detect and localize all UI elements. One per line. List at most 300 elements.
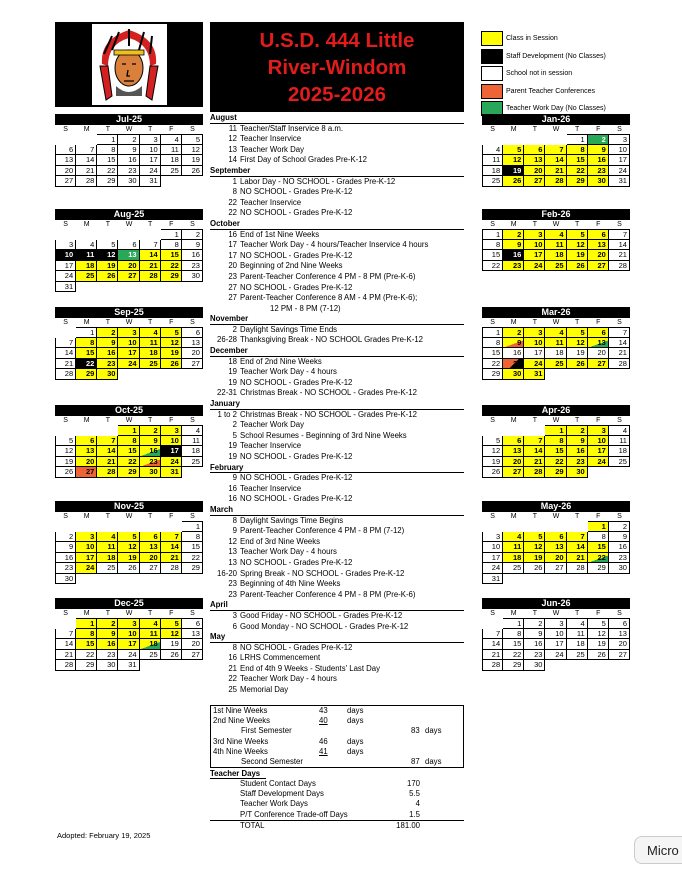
event-day: 19	[228, 367, 237, 377]
day-cell: 1	[182, 521, 203, 532]
event-row	[210, 590, 464, 601]
day-cell: 27	[118, 271, 139, 282]
day-cell: 23	[118, 166, 139, 177]
day-cell: 19	[503, 166, 524, 177]
day-cell: 31	[118, 660, 139, 671]
day-cell: 20	[609, 639, 630, 650]
day-cell: 19	[524, 553, 545, 564]
day-cell: 5	[161, 327, 182, 338]
sem2-label: Second Semester	[241, 757, 303, 766]
day-cell: 9	[524, 629, 545, 640]
weekday-label: S	[63, 417, 68, 424]
day-cell: 31	[161, 467, 182, 478]
empty-cell	[524, 425, 545, 436]
event-text: Teacher Inservice	[240, 483, 302, 493]
day-cell: 13	[524, 155, 545, 166]
day-cell: 8	[118, 436, 139, 447]
weekday-label: T	[574, 417, 580, 424]
day-cell: 1	[161, 229, 182, 240]
calendar-grid	[482, 521, 630, 584]
day-cell: 6	[588, 327, 609, 338]
weekday-label: S	[63, 221, 68, 228]
event-month-header: October	[210, 219, 464, 230]
day-cell: 16	[588, 155, 609, 166]
day-cell: 26	[118, 563, 139, 574]
event-row	[210, 643, 464, 654]
day-cell: 15	[503, 639, 524, 650]
day-cell: 22	[503, 650, 524, 661]
day-cell: 21	[97, 457, 118, 468]
event-text: End of 3rd Nine Weeks	[240, 536, 321, 546]
day-cell: 4	[140, 327, 161, 338]
calendar-month-header: Dec-25	[55, 598, 203, 609]
day-cell: 16	[97, 348, 118, 359]
day-cell: 22	[545, 457, 566, 468]
day-cell: 27	[76, 467, 97, 478]
day-cell: 10	[545, 629, 566, 640]
day-cell: 17	[482, 553, 503, 564]
weekday-label: T	[532, 513, 537, 520]
day-cell: 8	[482, 338, 503, 349]
event-day: 20	[228, 261, 237, 271]
day-cell: 3	[76, 532, 97, 543]
event-text: Memorial Day	[240, 685, 289, 695]
day-cell: 19	[588, 639, 609, 650]
teacher-days-title: Teacher Days	[210, 769, 266, 779]
event-text: End of 1st Nine Weeks	[240, 229, 320, 239]
day-cell: 17	[524, 250, 545, 261]
day-cell: 20	[588, 250, 609, 261]
q1-days: 43	[319, 706, 328, 715]
day-cell: 14	[567, 542, 588, 553]
day-cell: 7	[609, 327, 630, 338]
weekday-label: T	[105, 417, 110, 424]
day-cell: 15	[97, 155, 118, 166]
event-row	[210, 420, 464, 431]
title-line-1: U.S.D. 444 Little	[259, 28, 415, 52]
event-row	[210, 622, 464, 633]
day-cell: 19	[97, 261, 118, 272]
event-day: 25	[228, 685, 237, 695]
day-cell: 13	[182, 629, 203, 640]
event-row	[210, 378, 464, 389]
empty-cell	[97, 521, 118, 532]
day-cell: 11	[140, 629, 161, 640]
day-cell: 19	[567, 348, 588, 359]
day-cell: 25	[182, 457, 203, 468]
day-cell: 29	[118, 467, 139, 478]
day-cell: 29	[97, 176, 118, 187]
day-cell: 3	[609, 134, 630, 145]
weekday-label: S	[190, 319, 195, 326]
event-day: 17	[228, 240, 237, 250]
weekday-label: W	[552, 513, 560, 520]
day-cell: 27	[524, 176, 545, 187]
event-day: 23	[228, 579, 237, 589]
day-cell: 10	[524, 240, 545, 251]
event-text: Christmas Break - NO SCHOOL - Grades Pre-K-12	[240, 388, 417, 398]
day-cell: 18	[482, 166, 503, 177]
calendar-grid	[55, 327, 203, 380]
event-day: 13	[228, 547, 237, 557]
empty-cell	[545, 521, 566, 532]
weekday-label: T	[147, 319, 153, 326]
day-cell: 29	[182, 563, 203, 574]
day-cell: 7	[609, 229, 630, 240]
event-text: Good Monday - NO SCHOOL - Grades Pre-K-12	[240, 621, 409, 631]
day-cell: 10	[140, 145, 161, 156]
event-row	[210, 674, 464, 685]
event-day: 9	[232, 473, 237, 483]
event-row	[210, 335, 464, 346]
teacher-days-value: 181.00	[396, 820, 420, 830]
event-row	[210, 272, 464, 283]
weekday-label: F	[169, 513, 174, 520]
day-cell: 19	[567, 250, 588, 261]
day-cell: 20	[545, 553, 566, 564]
empty-cell	[140, 521, 161, 532]
calendar-grid	[482, 327, 630, 380]
day-cell: 25	[545, 359, 566, 370]
day-cell: 8	[482, 240, 503, 251]
weekday-label: T	[532, 610, 537, 617]
day-cell: 29	[588, 563, 609, 574]
day-cell: 24	[524, 359, 545, 370]
day-cell: 20	[140, 553, 161, 564]
day-cell: 7	[55, 629, 76, 640]
day-cell: 29	[503, 660, 524, 671]
q1-label: 1st Nine Weeks	[213, 706, 268, 715]
sem1-unit: days	[425, 726, 442, 735]
day-cell: 1	[503, 618, 524, 629]
day-cell: 7	[55, 338, 76, 349]
legend-item	[481, 83, 641, 100]
event-text: Parent-Teacher Conference 8 AM - 4 PM (Pre-K-6);	[240, 293, 418, 303]
day-cell: 28	[609, 359, 630, 370]
calendar-month-header: Feb-26	[482, 209, 630, 220]
day-cell: 20	[503, 457, 524, 468]
day-cell: 24	[588, 457, 609, 468]
day-cell: 24	[76, 563, 97, 574]
day-cell: 4	[609, 425, 630, 436]
day-cell: 15	[76, 348, 97, 359]
sem1-days: 83	[411, 726, 420, 735]
weekday-label: F	[596, 513, 601, 520]
weekday-label: W	[552, 319, 560, 326]
event-row	[210, 558, 464, 569]
calendar-oct-25	[55, 405, 203, 478]
day-cell: 21	[55, 650, 76, 661]
micro-popup-button[interactable]: Micro	[634, 836, 682, 864]
day-cell: 23	[588, 166, 609, 177]
day-cell: 7	[545, 145, 566, 156]
event-day	[210, 304, 237, 315]
day-cell: 2	[567, 425, 588, 436]
day-cell: 15	[588, 542, 609, 553]
empty-cell	[55, 229, 76, 240]
q3-days: 46	[319, 737, 328, 746]
event-text: First Day of School Grades Pre-K-12	[240, 155, 367, 165]
day-cell: 14	[545, 155, 566, 166]
empty-cell	[503, 134, 524, 145]
weekday-header	[55, 125, 203, 134]
day-cell: 24	[118, 650, 139, 661]
day-cell: 22	[161, 261, 182, 272]
day-cell: 18	[161, 155, 182, 166]
legend-label: Teacher Work Day (No Classes)	[506, 105, 606, 112]
day-cell: 5	[524, 532, 545, 543]
weekday-label: T	[105, 319, 110, 326]
teacher-days-row	[210, 810, 464, 820]
empty-cell	[97, 425, 118, 436]
calendar-month-header: Sep-25	[55, 307, 203, 318]
teacher-days-label: Staff Development Days	[240, 789, 324, 799]
empty-cell	[524, 521, 545, 532]
teacher-days-value: 5.5	[409, 789, 420, 799]
day-cell: 24	[524, 261, 545, 272]
day-cell: 22	[76, 359, 97, 370]
day-cell: 27	[140, 563, 161, 574]
day-cell: 1	[545, 425, 566, 436]
day-cell: 21	[567, 553, 588, 564]
calendar-month-header: Jan-26	[482, 114, 630, 125]
day-cell: 2	[97, 618, 118, 629]
event-row	[210, 452, 464, 463]
event-row	[210, 230, 464, 241]
event-day: 5	[232, 430, 237, 440]
day-cell: 15	[545, 446, 566, 457]
day-cell: 21	[524, 457, 545, 468]
day-cell: 28	[524, 467, 545, 478]
event-row	[210, 410, 464, 421]
event-month-header: April	[210, 600, 464, 611]
day-cell: 13	[545, 542, 566, 553]
day-cell: 30	[140, 467, 161, 478]
day-cell: 13	[140, 542, 161, 553]
weekday-header	[482, 416, 630, 425]
day-cell: 7	[76, 145, 97, 156]
calendar-grid	[482, 134, 630, 187]
event-text: NO SCHOOL - Grades Pre-K-12	[240, 187, 353, 197]
weekday-header	[482, 220, 630, 229]
day-cell: 23	[97, 359, 118, 370]
day-cell: 10	[524, 338, 545, 349]
day-cell: 17	[588, 446, 609, 457]
day-cell: 5	[588, 618, 609, 629]
event-row	[210, 494, 464, 505]
empty-cell	[118, 229, 139, 240]
event-day: 16	[228, 483, 237, 493]
weekday-label: F	[169, 610, 174, 617]
day-cell: 22	[588, 553, 609, 564]
day-cell: 6	[182, 618, 203, 629]
weekday-label: T	[574, 126, 580, 133]
day-cell: 6	[140, 532, 161, 543]
day-cell: 11	[545, 240, 566, 251]
day-cell: 15	[482, 348, 503, 359]
event-row	[210, 388, 464, 399]
day-cell: 26	[55, 467, 76, 478]
weekday-label: M	[510, 610, 517, 617]
weekday-label: W	[125, 319, 133, 326]
legend-swatch	[481, 66, 503, 81]
day-cell: 9	[503, 240, 524, 251]
weekday-label: F	[596, 221, 601, 228]
day-cell: 18	[609, 446, 630, 457]
day-cell: 2	[524, 618, 545, 629]
day-cell: 25	[567, 650, 588, 661]
day-cell: 12	[118, 542, 139, 553]
day-cell: 18	[182, 446, 203, 457]
weekday-label: F	[169, 126, 174, 133]
day-cell: 14	[76, 155, 97, 166]
day-cell: 12	[503, 155, 524, 166]
event-row	[210, 240, 464, 251]
day-cell: 4	[140, 618, 161, 629]
day-cell: 10	[55, 250, 76, 261]
event-list	[210, 113, 464, 696]
day-cell: 9	[567, 436, 588, 447]
day-cell: 12	[482, 446, 503, 457]
day-cell: 30	[524, 660, 545, 671]
day-cell: 21	[609, 250, 630, 261]
event-row	[210, 569, 464, 580]
day-cell: 6	[524, 145, 545, 156]
day-cell: 4	[182, 425, 203, 436]
day-cell: 5	[567, 229, 588, 240]
event-row	[210, 367, 464, 378]
day-cell: 4	[76, 240, 97, 251]
title-line-3: 2025-2026	[287, 82, 387, 106]
weekday-label: S	[617, 417, 622, 424]
event-day: 14	[228, 155, 237, 165]
teacher-days-row	[210, 779, 464, 789]
school-logo	[55, 22, 203, 107]
weekday-label: W	[552, 126, 560, 133]
empty-cell	[55, 521, 76, 532]
event-day: 19	[228, 452, 237, 461]
weekday-label: T	[105, 221, 110, 228]
day-cell: 17	[524, 348, 545, 359]
q1-unit: days	[347, 706, 364, 715]
event-row	[210, 325, 464, 336]
day-cell: 30	[97, 660, 118, 671]
weekday-header	[55, 512, 203, 521]
event-day: 19	[228, 377, 237, 387]
event-day: 2	[232, 324, 237, 334]
event-text: Daylight Savings Time Ends	[240, 324, 338, 334]
day-cell: 21	[55, 359, 76, 370]
legend-item	[481, 65, 641, 82]
calendar-jun-26	[482, 598, 630, 671]
day-cell: 11	[503, 542, 524, 553]
event-row	[210, 484, 464, 495]
day-cell: 21	[482, 650, 503, 661]
day-cell: 14	[140, 250, 161, 261]
weekday-header	[55, 609, 203, 618]
weekday-label: S	[490, 610, 495, 617]
weekday-label: S	[190, 610, 195, 617]
day-cell: 27	[545, 563, 566, 574]
day-cell: 27	[503, 467, 524, 478]
event-text: NO SCHOOL - Grades Pre-K-12	[240, 452, 353, 461]
weekday-label: S	[617, 221, 622, 228]
weekday-label: S	[190, 513, 195, 520]
teacher-days-row	[210, 820, 464, 830]
event-text: Parent-Teacher Conference 4 PM - 8 PM (Pre-K-6)	[240, 271, 416, 281]
event-day: 8	[232, 642, 237, 652]
event-text: Good Friday - NO SCHOOL - Grades Pre-K-12	[240, 610, 403, 620]
day-cell: 1	[567, 134, 588, 145]
day-cell: 23	[503, 261, 524, 272]
event-text: NO SCHOOL - Grades Pre-K-12	[240, 557, 353, 567]
weekday-label: M	[83, 610, 90, 617]
event-day: 6	[232, 621, 237, 631]
sem2-unit: days	[425, 757, 442, 766]
weekday-label: S	[617, 610, 622, 617]
day-cell: 2	[588, 134, 609, 145]
day-cell: 16	[182, 250, 203, 261]
event-day: 16-20	[217, 568, 237, 578]
weekday-label: M	[83, 319, 90, 326]
calendar-jan-26	[482, 114, 630, 187]
day-cell: 15	[118, 446, 139, 457]
day-cell: 8	[97, 145, 118, 156]
weekday-label: T	[147, 610, 153, 617]
day-cell: 15	[161, 250, 182, 261]
day-cell: 28	[609, 261, 630, 272]
event-text: Spring Break - NO SCHOOL - Grades Pre-K-12	[240, 568, 405, 578]
empty-cell	[76, 229, 97, 240]
day-cell: 13	[76, 446, 97, 457]
calendar-dec-25	[55, 598, 203, 671]
day-cell: 12	[161, 338, 182, 349]
teacher-days-row	[210, 789, 464, 799]
day-cell: 2	[609, 521, 630, 532]
day-cell: 28	[545, 176, 566, 187]
event-text: Teacher Work Day - 4 hours/Teacher Inservice 4 hours	[240, 240, 429, 250]
day-cell: 11	[76, 250, 97, 261]
calendar-month-header: Jun-26	[482, 598, 630, 609]
weekday-label: S	[63, 319, 68, 326]
day-cell: 26	[97, 271, 118, 282]
q3-label: 3rd Nine Weeks	[213, 737, 269, 746]
day-cell: 2	[182, 229, 203, 240]
day-cell: 18	[545, 250, 566, 261]
event-day: 22	[228, 674, 237, 684]
calendar-grid	[55, 134, 203, 187]
weekday-label: T	[147, 221, 153, 228]
day-cell: 29	[76, 369, 97, 380]
weekday-label: W	[125, 126, 133, 133]
day-cell: 21	[76, 166, 97, 177]
day-cell: 4	[482, 145, 503, 156]
event-day: 27	[228, 282, 237, 292]
day-cell: 23	[182, 261, 203, 272]
legend-item	[481, 30, 641, 47]
day-cell: 31	[524, 369, 545, 380]
event-row	[210, 177, 464, 188]
day-cell: 17	[140, 155, 161, 166]
day-cell: 26	[503, 176, 524, 187]
event-day: 18	[228, 356, 237, 366]
teacher-days-label: Teacher Work Days	[240, 799, 308, 809]
day-cell: 7	[567, 532, 588, 543]
day-cell: 2	[97, 327, 118, 338]
day-cell: 8	[182, 532, 203, 543]
day-cell: 26	[588, 650, 609, 661]
event-day: 17	[228, 250, 237, 260]
